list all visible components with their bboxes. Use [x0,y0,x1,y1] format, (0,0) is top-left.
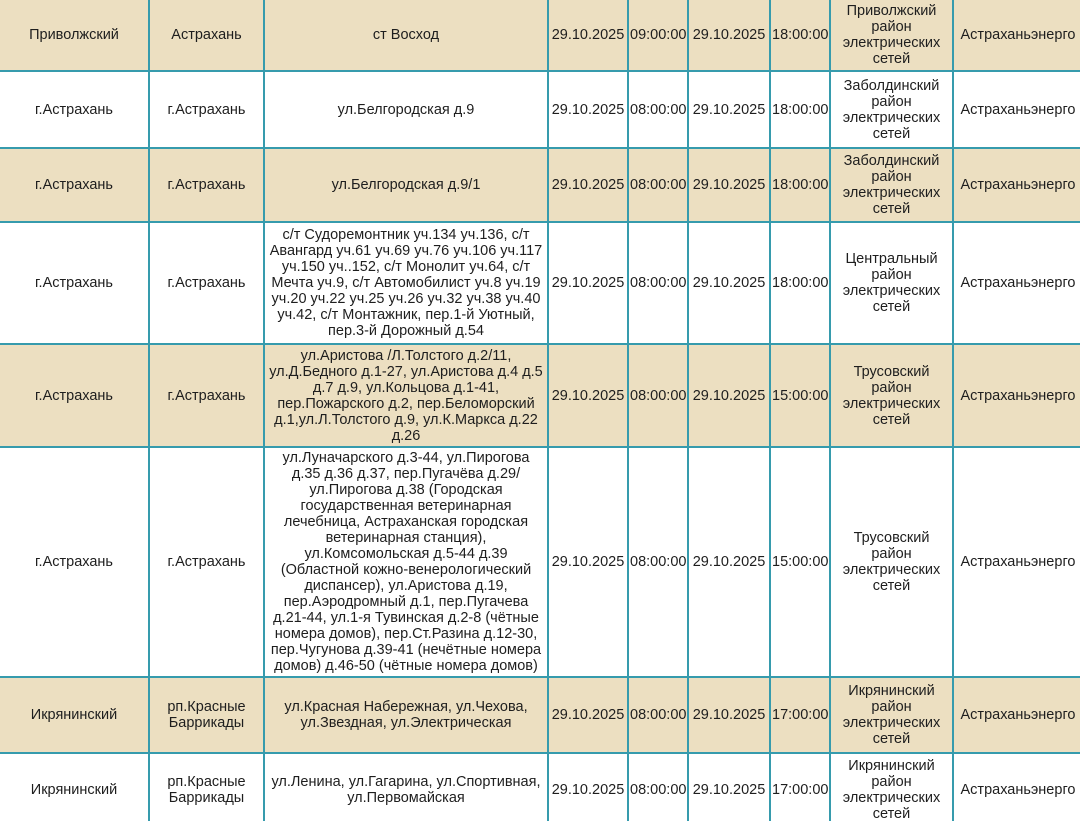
cell-addresses: ул.Ленина, ул.Гагарина, ул.Спортивная, ул.Первомайская [264,753,548,821]
cell-time-end: 18:00:00 [770,222,830,344]
cell-time-start: 08:00:00 [628,148,688,222]
cell-district: г.Астрахань [0,344,149,447]
cell-district: г.Астрахань [0,447,149,677]
cell-date-start: 29.10.2025 [548,677,628,753]
cell-settlement: г.Астрахань [149,148,264,222]
cell-settlement: г.Астрахань [149,71,264,148]
cell-time-end: 15:00:00 [770,344,830,447]
cell-time-start: 08:00:00 [628,222,688,344]
cell-network-district: Трусовский район электрических сетей [830,447,953,677]
cell-settlement: Астрахань [149,0,264,71]
cell-network-district: Икрянинский район электрических сетей [830,677,953,753]
cell-time-start: 09:00:00 [628,0,688,71]
cell-addresses: ул.Луначарского д.3-44, ул.Пирогова д.35 д.36 д.37, пер.Пугачёва д.29/ ул.Пирогова д.38 (Городская государственная ветеринарная лечебница, Астраханская городская ветеринарная станция), ул.Комсомольская д.5-44 д.39 (Областной кожно-венерологический диспансер), ул.Аристова д.19, пер.Аэродромный д.1, пер.Пугачева д.21-44, ул.1-я Тувинская д.2-8 (чётные номера домов), пер.Ст.Разина д.12-30, пер.Чугунова д.39-41 (нечётные номера домов) д.46-50 (чётные номера домов) [264,447,548,677]
cell-network-district: Икрянинский район электрических сетей [830,753,953,821]
table-row [0,222,1080,344]
cell-date-start: 29.10.2025 [548,753,628,821]
cell-settlement: рп.Красные Баррикады [149,677,264,753]
cell-organization: Астраханьэнерго [953,71,1080,148]
cell-district: Икрянинский [0,753,149,821]
cell-date-start: 29.10.2025 [548,344,628,447]
cell-district: Икрянинский [0,677,149,753]
cell-time-start: 08:00:00 [628,447,688,677]
cell-time-end: 18:00:00 [770,148,830,222]
table-row [0,344,1080,447]
cell-district: г.Астрахань [0,148,149,222]
cell-settlement: г.Астрахань [149,222,264,344]
cell-addresses: ул.Белгородская д.9 [264,71,548,148]
cell-organization: Астраханьэнерго [953,344,1080,447]
cell-date-end: 29.10.2025 [688,344,770,447]
cell-organization: Астраханьэнерго [953,447,1080,677]
cell-date-start: 29.10.2025 [548,0,628,71]
cell-date-end: 29.10.2025 [688,71,770,148]
cell-network-district: Приволжский район электрических сетей [830,0,953,71]
cell-settlement: рп.Красные Баррикады [149,753,264,821]
cell-date-end: 29.10.2025 [688,677,770,753]
table-row [0,447,1080,677]
cell-date-start: 29.10.2025 [548,71,628,148]
cell-addresses: ул.Красная Набережная, ул.Чехова, ул.Звездная, ул.Электрическая [264,677,548,753]
cell-network-district: Заболдинский район электрических сетей [830,71,953,148]
cell-time-start: 08:00:00 [628,677,688,753]
cell-time-start: 08:00:00 [628,344,688,447]
cell-network-district: Заболдинский район электрических сетей [830,148,953,222]
cell-addresses: с/т Судоремонтник уч.134 уч.136, с/т Авангард уч.61 уч.69 уч.76 уч.106 уч.117 уч.150 уч..152, с/т Монолит уч.64, с/т Мечта уч.9, с/т Автомобилист уч.8 уч.19 уч.20 уч.22 уч.25 уч.26 уч.32 уч.38 уч.40 уч.42, с/т Монтажник, пер.1-й Уютный, пер.3-й Дорожный д.54 [264,222,548,344]
cell-time-end: 18:00:00 [770,71,830,148]
table-row [0,148,1080,222]
cell-organization: Астраханьэнерго [953,753,1080,821]
cell-settlement: г.Астрахань [149,344,264,447]
cell-time-end: 17:00:00 [770,753,830,821]
cell-time-start: 08:00:00 [628,753,688,821]
table-row [0,0,1080,71]
cell-addresses: ул.Аристова /Л.Толстого д.2/11, ул.Д.Бедного д.1-27, ул.Аристова д.4 д.5 д.7 д.9, ул.Кольцова д.1-41, пер.Пожарского д.2, пер.Беломорский д.1,ул.Л.Толстого д.9, ул.К.Маркса д.22 д.26 [264,344,548,447]
cell-time-start: 08:00:00 [628,71,688,148]
cell-date-end: 29.10.2025 [688,753,770,821]
cell-date-start: 29.10.2025 [548,148,628,222]
cell-addresses: ст Восход [264,0,548,71]
cell-settlement: г.Астрахань [149,447,264,677]
cell-date-end: 29.10.2025 [688,0,770,71]
table-row [0,677,1080,753]
cell-organization: Астраханьэнерго [953,148,1080,222]
table-row [0,71,1080,148]
cell-addresses: ул.Белгородская д.9/1 [264,148,548,222]
cell-district: г.Астрахань [0,222,149,344]
cell-district: Приволжский [0,0,149,71]
cell-network-district: Центральный район электрических сетей [830,222,953,344]
cell-date-end: 29.10.2025 [688,148,770,222]
cell-time-end: 17:00:00 [770,677,830,753]
cell-organization: Астраханьэнерго [953,677,1080,753]
cell-date-end: 29.10.2025 [688,222,770,344]
cell-date-start: 29.10.2025 [548,447,628,677]
cell-date-end: 29.10.2025 [688,447,770,677]
cell-date-start: 29.10.2025 [548,222,628,344]
cell-network-district: Трусовский район электрических сетей [830,344,953,447]
cell-organization: Астраханьэнерго [953,0,1080,71]
cell-time-end: 18:00:00 [770,0,830,71]
cell-district: г.Астрахань [0,71,149,148]
table-row [0,753,1080,821]
cell-organization: Астраханьэнерго [953,222,1080,344]
cell-time-end: 15:00:00 [770,447,830,677]
